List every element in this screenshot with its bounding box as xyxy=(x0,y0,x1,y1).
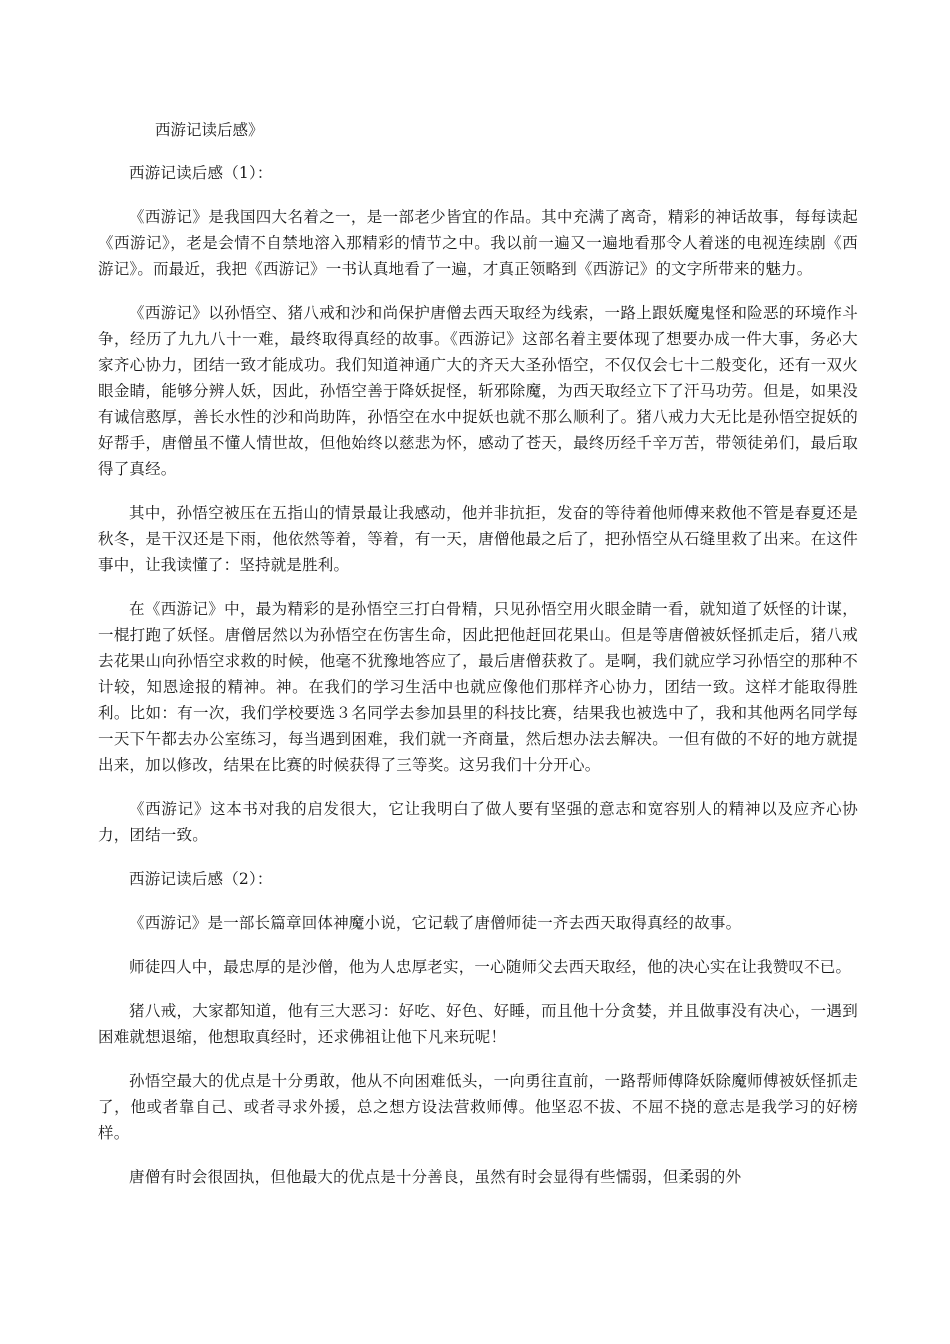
paragraph: 猪八戒，大家都知道，他有三大恶习：好吃、好色、好睡，而且他十分贪婪，并且做事没有决心，一遇到困难就想退缩，他想取真经时，还求佛祖让他下凡来玩呢！ xyxy=(98,1002,858,1046)
paragraph: 师徒四人中，最忠厚的是沙僧，他为人忠厚老实，一心随师父去西天取经，他的决心实在让我赞叹不已。 xyxy=(129,958,852,976)
paragraph: 《西游记》以孙悟空、猪八戒和沙和尚保护唐僧去西天取经为线索，一路上跟妖魔鬼怪和险恶的环境作斗争，经历了九九八十一难，最终取得真经的故事。《西游记》这部名着主要体现了想要办成一件大事，务必大家齐心协力，团结一致才能成功。我们知道神通广大的齐天大圣孙悟空，不仅仅会七十二般变化，还有一双火眼金睛，能够分辨人妖，因此，孙悟空善于降妖捉怪，斩邪除魔，为西天取经立下了汗马功劳。但是，如果没有诚信憨厚，善长水性的沙和尚助阵，孙悟空在水中捉妖也就不那么顺利了。猪八戒力大无比是孙悟空捉妖的好帮手，唐僧虽不懂人情世故，但他始终以慈悲为怀，感动了苍天，最终历经千辛万苦，带领徒弟们，最后取得了真经。 xyxy=(98,304,858,478)
document-body xyxy=(98,160,858,1208)
section-heading-1: 西游记读后感（1）： xyxy=(129,164,273,182)
paragraph: 《西游记》是一部长篇章回体神魔小说，它记载了唐僧师徒一齐去西天取得真经的故事。 xyxy=(129,914,742,932)
paragraph: 《西游记》是我国四大名着之一，是一部老少皆宜的作品。其中充满了离奇，精彩的神话故事，每每读起《西游记》，老是会情不自禁地溶入那精彩的情节之中。我以前一遍又一遍地看那令人着迷的电视连续剧《西游记》。而最近，我把《西游记》一书认真地看了一遍，才真正领略到《西游记》的文字所带来的魅力。 xyxy=(98,208,858,278)
paragraph: 其中，孙悟空被压在五指山的情景最让我感动，他并非抗拒，发奋的等待着他师傅来救他不管是春夏还是秋冬，是干汉还是下雨，他依然等着，等着，有一天，唐僧他最之后了，把孙悟空从石缝里救了出来。在这件事中，让我读懂了：坚持就是胜利。 xyxy=(98,504,858,574)
paragraph: 唐僧有时会很固执，但他最大的优点是十分善良，虽然有时会显得有些懦弱，但柔弱的外 xyxy=(129,1168,742,1186)
document-title: 西游记读后感》 xyxy=(155,121,264,139)
section-heading-2: 西游记读后感（2）： xyxy=(129,870,273,888)
paragraph: 孙悟空最大的优点是十分勇敢，他从不向困难低头，一向勇往直前，一路帮师傅降妖除魔师傅被妖怪抓走了，他或者靠自己、或者寻求外援，总之想方设法营救师傅。他坚忍不拔、不屈不挠的意志是我学习的好榜样。 xyxy=(98,1072,858,1142)
paragraph: 在《西游记》中，最为精彩的是孙悟空三打白骨精，只见孙悟空用火眼金睛一看，就知道了妖怪的计谋，一棍打跑了妖怪。唐僧居然以为孙悟空在伤害生命，因此把他赶回花果山。但是等唐僧被妖怪抓走后，猪八戒去花果山向孙悟空求救的时候，他毫不犹豫地答应了，最后唐僧获救了。是啊，我们就应学习孙悟空的那种不计较，知恩途报的精神。神。在我们的学习生活中也就应像他们那样齐心协力，团结一致。这样才能取得胜利。比如：有一次，我们学校要选３名同学去参加县里的科技比赛，结果我也被选中了，我和其他两名同学每一天下午都去办公室练习，每当遇到困难，我们就一齐商量，然后想办法去解决。一但有做的不好的地方就提出来，加以修改，结果在比赛的时候获得了三等奖。这另我们十分开心。 xyxy=(98,600,858,774)
paragraph: 《西游记》这本书对我的启发很大，它让我明白了做人要有坚强的意志和宽容别人的精神以及应齐心协力，团结一致。 xyxy=(98,800,858,844)
